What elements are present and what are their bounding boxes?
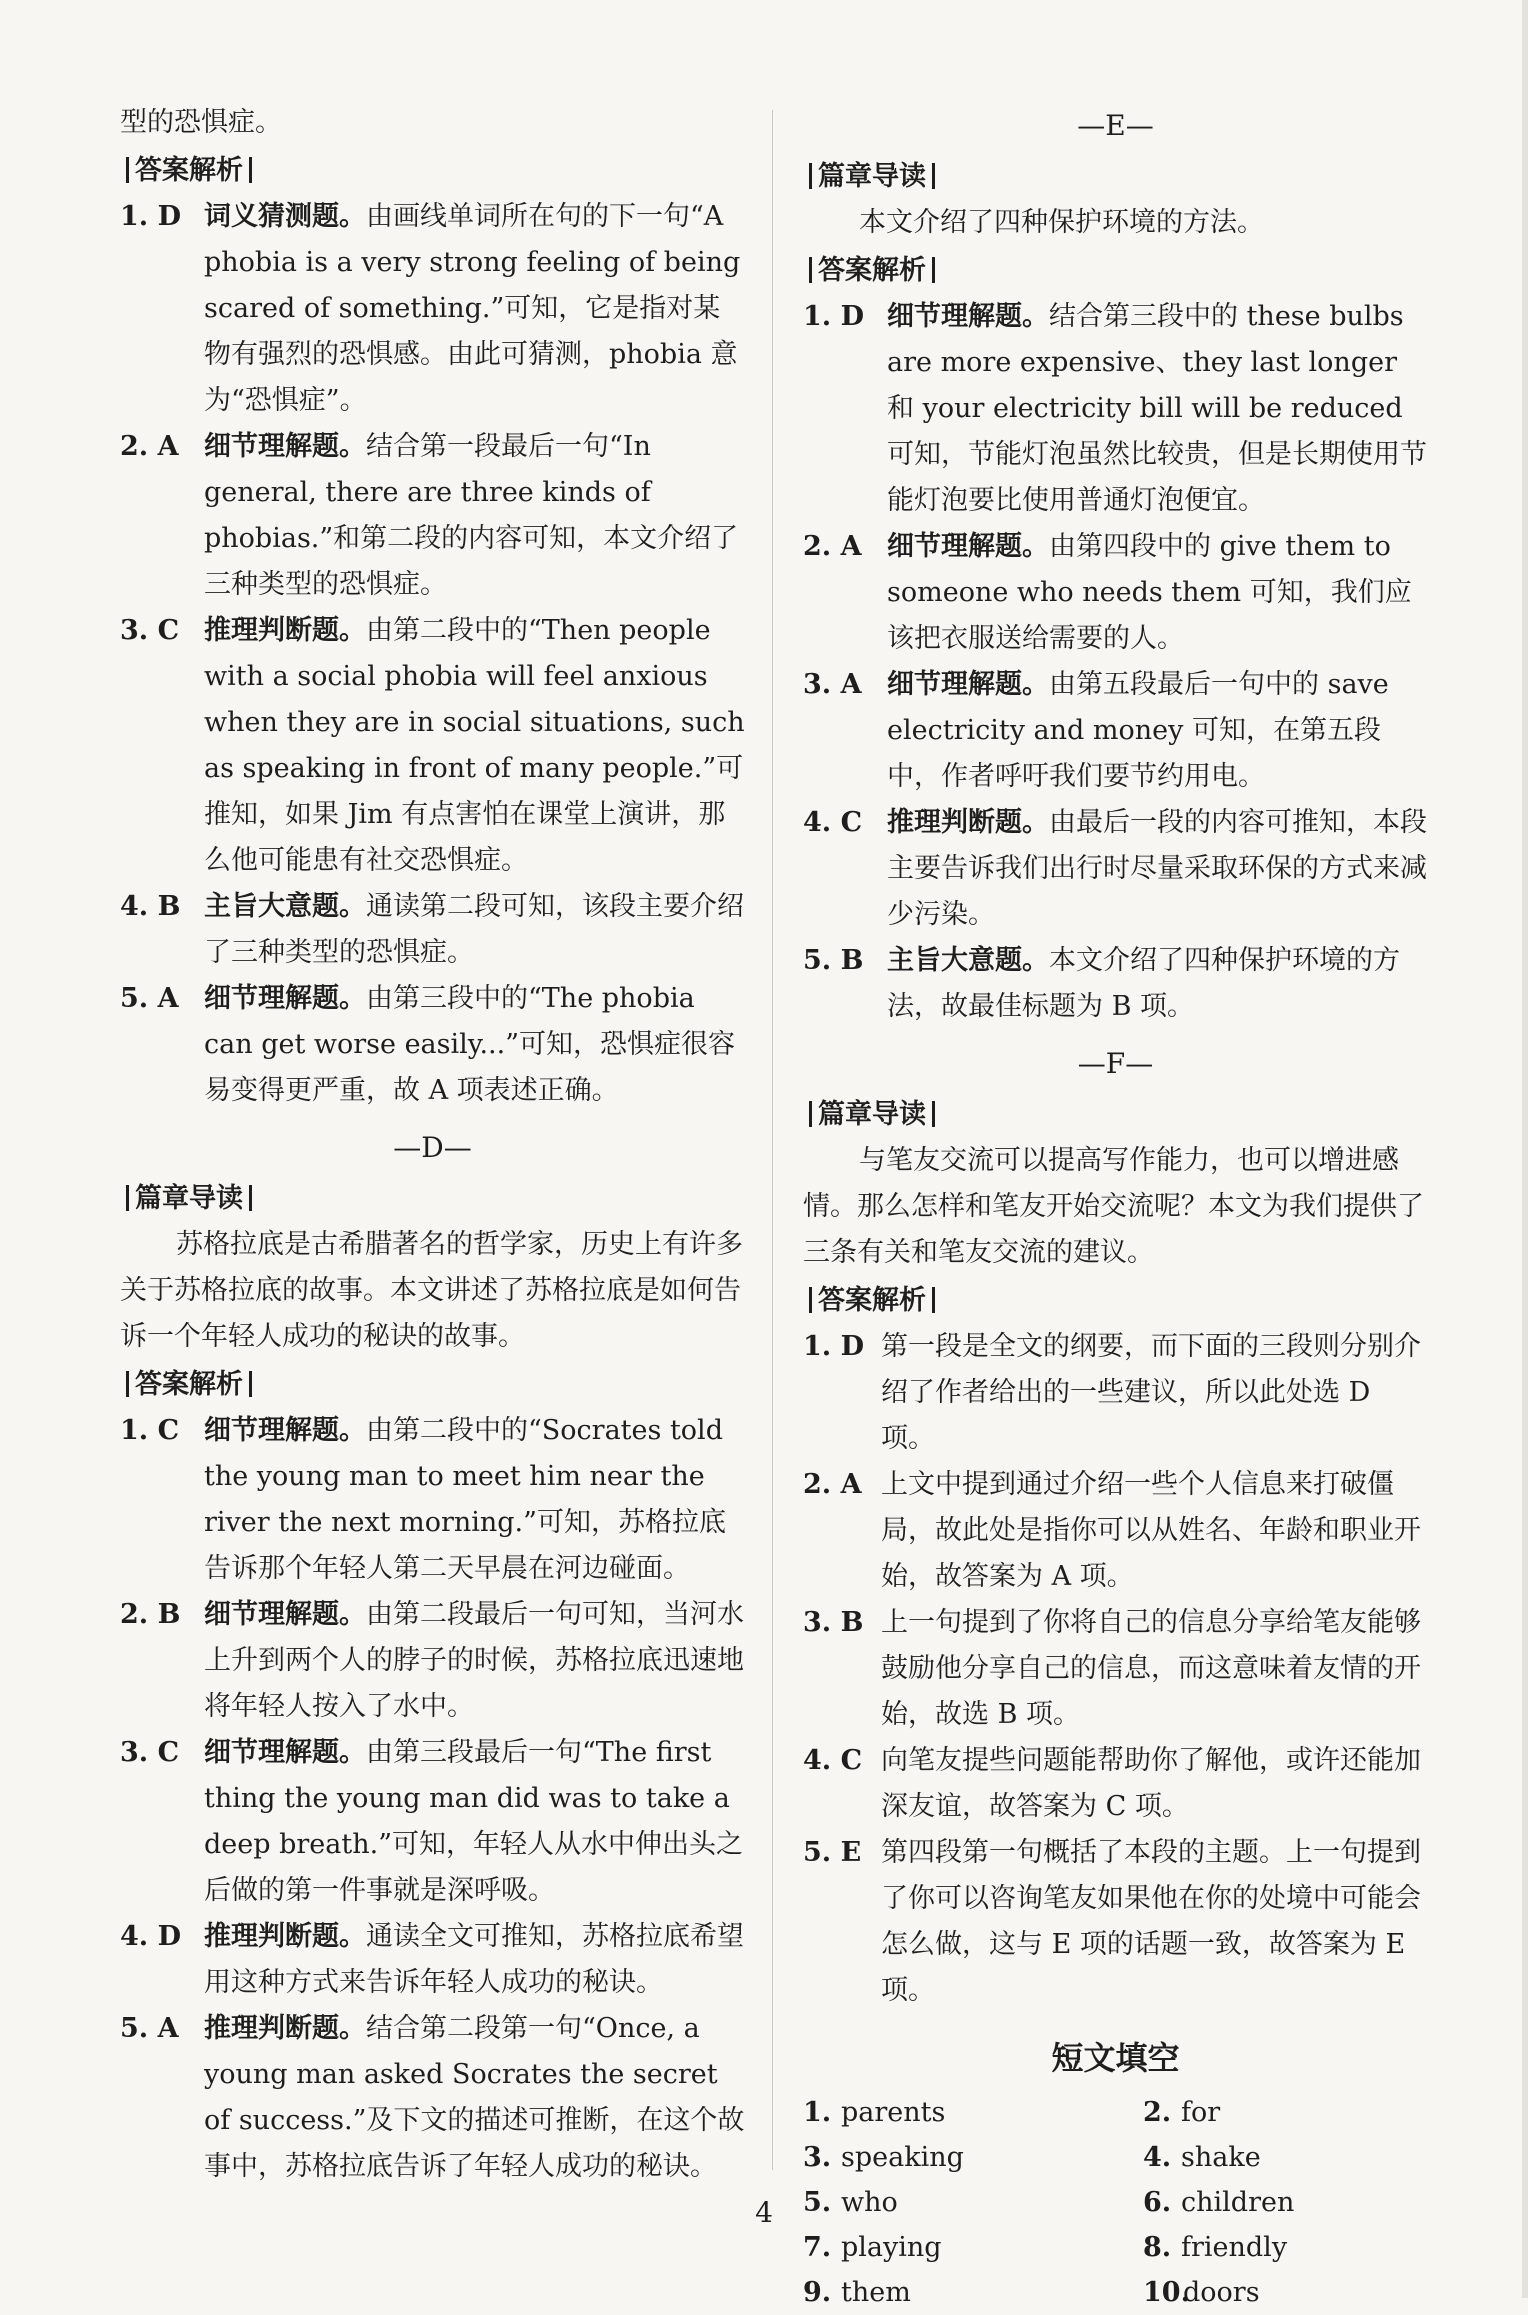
answer-item: 3. C 推理判断题。由第二段中的“Then people with a social phobia will feel anxious when they are in social situations, such as speaking in front of many people.”可推知，如果 Jim 有点害怕在课堂上演讲，那么他可能患有社交恐惧症。 — [120, 615, 745, 876]
section-f-guide-header: 篇章导读 — [803, 1092, 1428, 1138]
section-e-guide-header: 篇章导读 — [803, 154, 1428, 200]
section-c-answer-header: 答案解析 — [120, 148, 745, 194]
left-column — [120, 100, 745, 2190]
section-d-answers — [120, 1408, 745, 2190]
section-f-title: —F— — [1077, 1047, 1154, 1080]
fill-answer: 7. playing — [803, 2232, 942, 2263]
answer-item: 1. D 细节理解题。结合第三段中的 these bulbs are more expensive、they last longer 和 your electricity bill will be reduced 可知，节能灯泡虽然比较贵，但是长期使用节能灯泡要比使用普通灯泡便宜。 — [803, 301, 1427, 516]
section-f-guide: 与笔友交流可以提高写作能力，也可以增进感情。那么怎样和笔友开始交流呢？本文为我们提供了三条有关和笔友交流的建议。 — [803, 1145, 1424, 1268]
answer-item: 2. A 细节理解题。结合第一段最后一句“In general, there are three kinds of phobias.”和第二段的内容可知，本文介绍了三种类型的恐惧症。 — [120, 431, 739, 600]
answer-item: 4. B 主旨大意题。通读第二段可知，该段主要介绍了三种类型的恐惧症。 — [120, 891, 744, 968]
fill-answer: 9. them — [803, 2277, 911, 2308]
answer-item: 4. C 推理判断题。由最后一段的内容可推知，本段主要告诉我们出行时尽量采取环保的方式来减少污染。 — [803, 807, 1427, 930]
section-e-answers — [803, 294, 1428, 1030]
answer-item: 1. C 细节理解题。由第二段中的“Socrates told the young man to meet him near the river the next morning.”可知，苏格拉底告诉那个年轻人第二天早晨在河边碰面。 — [120, 1415, 726, 1584]
section-e-answer-header: 答案解析 — [803, 248, 1428, 294]
intro-tail: 型的恐惧症。 — [120, 107, 282, 138]
section-f-answer-header: 答案解析 — [803, 1278, 1428, 1324]
fill-answer: 8. friendly — [1143, 2232, 1288, 2263]
section-c-answers — [120, 194, 745, 1114]
answer-item: 5. A 推理判断题。结合第二段第一句“Once, a young man asked Socrates the secret of success.”及下文的描述可推断，在这个故事中，苏格拉底告诉了年轻人成功的秘诀。 — [120, 2013, 745, 2182]
answer-item: 5. E 第四段第一句概括了本段的主题。上一句提到了你可以咨询笔友如果他在你的处境中可能会怎么做，这与 E 项的话题一致，故答案为 E 项。 — [803, 1837, 1421, 2006]
fill-answer: 1. parents — [803, 2097, 946, 2128]
fill-answer: 2. for — [1143, 2097, 1221, 2128]
answer-item: 3. C 细节理解题。由第三段最后一句“The first thing the young man did was to take a deep breath.”可知，年轻人从水中伸出头之后做的第一件事就是深呼吸。 — [120, 1737, 743, 1906]
answer-item: 5. A 细节理解题。由第三段中的“The phobia can get worse easily...”可知，恐惧症很容易变得更严重，故 A 项表述正确。 — [120, 983, 735, 1106]
page-edge — [1522, 0, 1528, 2298]
column-divider — [772, 110, 773, 2170]
answer-item: 2. B 细节理解题。由第二段最后一句可知，当河水上升到两个人的脖子的时候，苏格拉底迅速地将年轻人按入了水中。 — [120, 1599, 744, 1722]
fill-answer: 3. speaking — [803, 2142, 964, 2173]
answer-item: 5. B 主旨大意题。本文介绍了四种保护环境的方法，故最佳标题为 B 项。 — [803, 945, 1400, 1022]
fill-answer: 4. shake — [1143, 2142, 1261, 2173]
page-number: 4 — [755, 2196, 773, 2229]
fill-in-title: 短文填空 — [1051, 2039, 1180, 2077]
answer-item: 4. C 向笔友提些问题能帮助你了解他，或许还能加深友谊，故答案为 C 项。 — [803, 1745, 1421, 1822]
fill-answer: 5. who — [803, 2187, 898, 2218]
section-e-title: —E— — [1077, 109, 1154, 142]
answer-item: 2. A 上文中提到通过介绍一些个人信息来打破僵局，故此处是指你可以从姓名、年龄和职业开始，故答案为 A 项。 — [803, 1469, 1421, 1592]
fill-answer: 10.doors — [1143, 2277, 1260, 2308]
answer-item: 3. A 细节理解题。由第五段最后一句中的 save electricity and money 可知，在第五段中，作者呼吁我们要节约用电。 — [803, 669, 1389, 792]
answer-item: 3. B 上一句提到了你将自己的信息分享给笔友能够鼓励他分享自己的信息，而这意味着友情的开始，故选 B 项。 — [803, 1607, 1421, 1730]
answer-item: 1. D 第一段是全文的纲要，而下面的三段则分别介绍了作者给出的一些建议，所以此处选 D 项。 — [803, 1331, 1421, 1454]
answer-item: 2. A 细节理解题。由第四段中的 give them to someone who needs them 可知，我们应该把衣服送给需要的人。 — [803, 531, 1412, 654]
right-column — [803, 100, 1428, 2315]
section-d-guide: 苏格拉底是古希腊著名的哲学家，历史上有许多关于苏格拉底的故事。本文讲述了苏格拉底是如何告诉一个年轻人成功的秘诀的故事。 — [120, 1229, 743, 1352]
section-e-guide: 本文介绍了四种保护环境的方法。 — [859, 207, 1264, 238]
section-f-answers — [803, 1324, 1428, 2014]
section-d-answer-header: 答案解析 — [120, 1362, 745, 1408]
section-d-guide-header: 篇章导读 — [120, 1176, 745, 1222]
answer-item: 4. D 推理判断题。通读全文可推知，苏格拉底希望用这种方式来告诉年轻人成功的秘诀。 — [120, 1921, 744, 1998]
fill-answer: 6. children — [1143, 2187, 1295, 2218]
section-d-title: —D— — [393, 1131, 472, 1164]
answer-item: 1. D 词义猜测题。由画线单词所在句的下一句“A phobia is a very strong feeling of being scared of something.”可知，它是指对某物有强烈的恐惧感。由此可猜测，phobia 意为“恐惧症”。 — [120, 201, 741, 416]
